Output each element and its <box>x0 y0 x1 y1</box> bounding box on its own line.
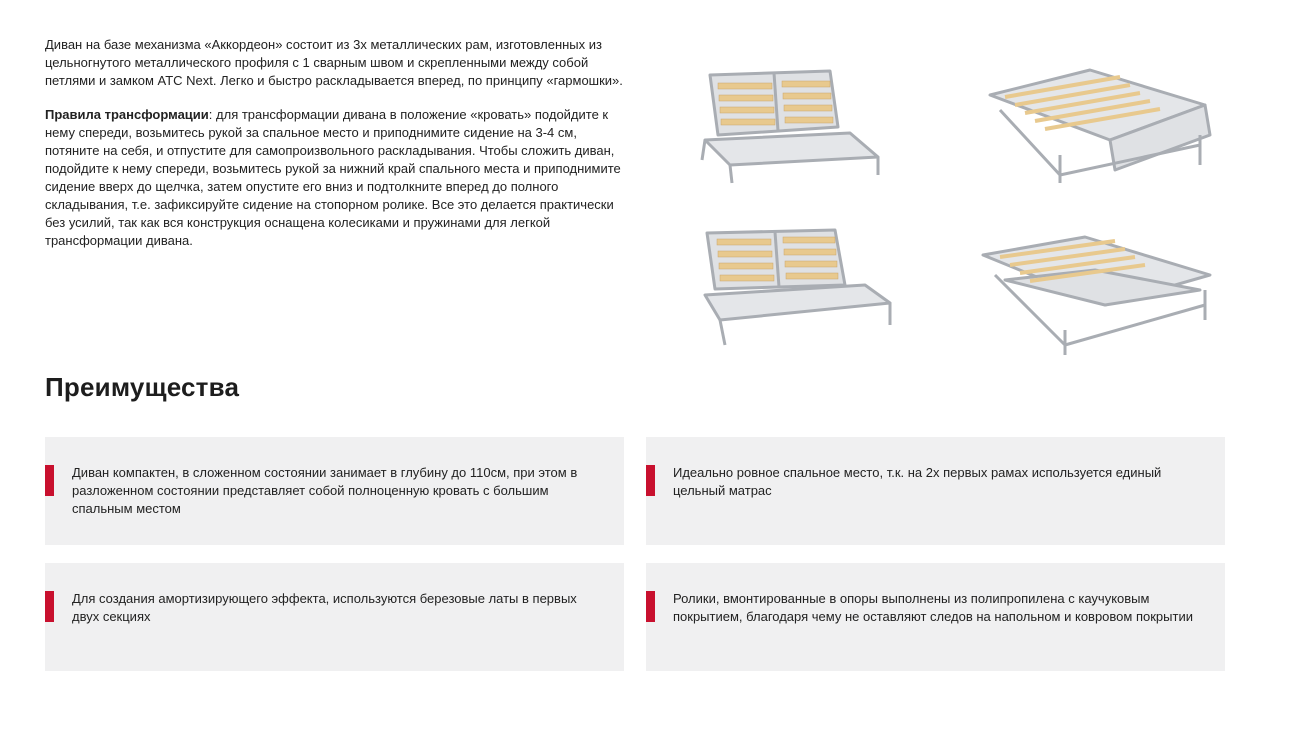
unfolded-mesh-frame-image <box>965 235 1220 360</box>
rules-text: : для трансформации дивана в положение «кровать» подойдите к нему спереди, возьмитесь рукой за спальное место и приподнимите сидение на 3-4 см, потяните на себя, и отпустите для самопроизвольного раскладывания. Чтобы сложить диван, подойдите к нему спереди, возьмитесь рукой за нижний край спального места и приподнимите сидение вверх до щелчка, затем опустите его вниз и подтолкните вперед до полного складывания, т.е. зафиксируйте сидение на стопорном ролике. Все это делается практически без усилий, так как вся конструкция оснащена колесиками и пружинами для легкой трансформации дивана. <box>45 107 621 248</box>
mechanism-gallery <box>680 40 1240 370</box>
advantage-text: Для создания амортизирующего эффекта, используются березовые латы в первых двух секциях <box>72 591 577 624</box>
accent-bar <box>646 465 655 496</box>
folded-mesh-frame-image <box>695 225 895 350</box>
accent-bar <box>646 591 655 622</box>
rules-paragraph <box>45 106 630 250</box>
accent-bar <box>45 591 54 622</box>
advantage-text: Идеально ровное спальное место, т.к. на 2х первых рамах используется единый цельный матрас <box>673 465 1162 498</box>
advantage-card <box>646 563 1225 671</box>
advantages-title: Преимущества <box>45 372 240 402</box>
advantage-text: Диван компактен, в сложенном состоянии занимает в глубину до 110см, при этом в разложенном состоянии представляет собой полноценную кровать с большим спальным местом <box>72 465 578 516</box>
advantage-text: Ролики, вмонтированные в опоры выполнены из полипропилена с каучуковым покрытием, благодаря чему не оставляют следов на напольном и ковровом покрытии <box>673 591 1193 624</box>
unfolded-frame-image <box>970 65 1220 190</box>
advantage-card <box>45 437 624 545</box>
intro-text <box>45 36 630 266</box>
folded-frame-image <box>690 65 890 190</box>
intro-paragraph: Диван на базе механизма «Аккордеон» состоит из 3х металлических рам, изготовленных из цельногнутого металлического профиля с 1 сварным швом и скрепленными между собой петлями и замком АТС Next. Легко и быстро раскладывается вперед, по принципу «гармошки». <box>45 37 623 88</box>
accent-bar <box>45 465 54 496</box>
advantage-card <box>646 437 1225 545</box>
rules-label: Правила трансформации <box>45 107 209 122</box>
advantage-card <box>45 563 624 671</box>
